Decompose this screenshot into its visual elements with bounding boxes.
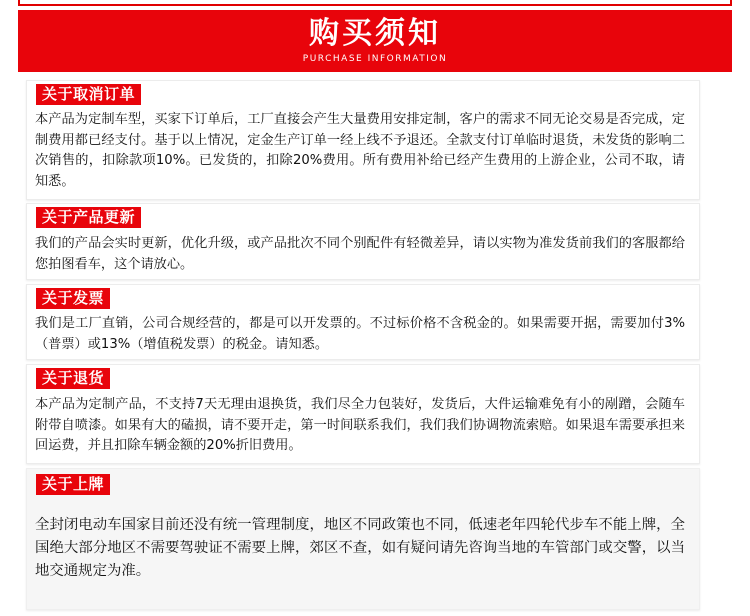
section-text-license-plate: 全封闭电动车国家目前还没有统一管理制度，地区不同政策也不同，低速老年四轮代步车不能上牌，全国绝大部分地区不需要驾驶证不需要上牌，郊区不查，如有疑问请先咨询当地的车管部门或交警，以当地交通规定为准。: [35, 517, 685, 579]
section-tag-invoice: 关于发票: [36, 288, 110, 309]
section-tag-license-plate: 关于上牌: [36, 474, 110, 495]
top-frame: [18, 0, 732, 6]
section-tag-return: 关于退货: [36, 368, 110, 389]
page-title: 购买须知: [309, 16, 441, 51]
section-license-plate: [26, 468, 700, 610]
section-product-update: [26, 203, 700, 280]
section-text-return: 本产品为定制产品，不支持7天无理由退换货，我们尽全力包装好，发货后，大件运输难免有小的剐蹭，会随车附带自喷漆。如果有大的磕损，请不要开走，第一时间联系我们，我们我们协调物流索赔。如果退车需要承担来回运费，并且扣除车辆金额的20%折旧费用。: [35, 397, 685, 453]
section-tag-cancel-order: 关于取消订单: [36, 84, 141, 105]
section-text-cancel-order: 本产品为定制车型，买家下订单后，工厂直接会产生大量费用安排定制，客户的需求不同无论交易是否完成，定制费用都已经支付。基于以上情况，定金生产订单一经上线不予退还。全款支付订单临时退货，未发货的影响二次销售的，扣除款项10%。已发货的，扣除20%费用。所有费用补给已经产生费用的上游企业，公司不取，请知悉。: [35, 112, 685, 189]
section-text-product-update: 我们的产品会实时更新，优化升级，或产品批次不同个别配件有轻微差异，请以实物为准发货前我们的客服都给您拍图看车，这个请放心。: [35, 236, 685, 272]
header-banner: [18, 10, 732, 72]
section-text-invoice: 我们是工厂直销，公司合规经营的，都是可以开发票的。不过标价格不含税金的。如果需要开据，需要加付3%（普票）或13%（增值税发票）的税金。请知悉。: [35, 316, 685, 352]
page-subtitle: PURCHASE INFORMATION: [302, 54, 448, 64]
section-invoice: [26, 284, 700, 360]
section-return: [26, 364, 700, 464]
section-tag-product-update: 关于产品更新: [36, 207, 141, 228]
section-cancel-order: [26, 80, 700, 200]
